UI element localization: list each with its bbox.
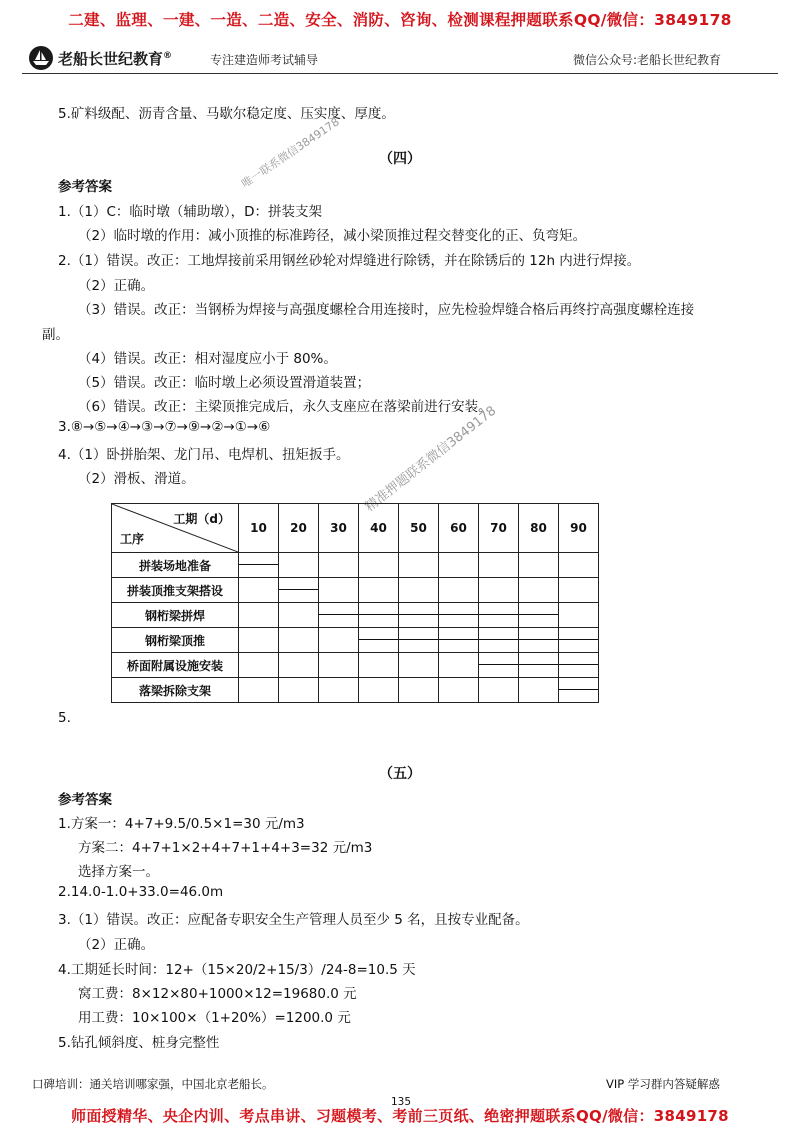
- footer-vip: VIP 学习群内答疑解惑: [606, 1077, 720, 1091]
- gantt-cell: [359, 653, 399, 678]
- gantt-bar-segment: [479, 664, 518, 665]
- text-line: 1.（1）C：临时墩（辅助墩），D：拼装支架: [58, 204, 323, 220]
- gantt-cell: [239, 653, 279, 678]
- gantt-cell: [399, 628, 439, 653]
- gantt-cell: [279, 628, 319, 653]
- gantt-cell: [319, 653, 359, 678]
- gantt-cell: [439, 553, 479, 578]
- gantt-cell: [479, 553, 519, 578]
- gantt-task-row: [112, 578, 599, 603]
- gantt-bar-segment: [559, 664, 598, 665]
- gantt-cell: [439, 628, 479, 653]
- text-line: 3.⑧→⑤→④→③→⑦→⑨→②→①→⑥: [58, 419, 271, 435]
- gantt-task-row: [112, 628, 599, 653]
- gantt-cell: [359, 628, 399, 653]
- corner-period-label: 工期（d）: [173, 512, 230, 526]
- brand-tagline: 专注建造师考试辅导: [210, 53, 319, 67]
- gantt-bar-segment: [519, 664, 558, 665]
- gantt-cell: [439, 603, 479, 628]
- gantt-cell: [319, 678, 359, 703]
- day-header: 10: [239, 504, 279, 553]
- gantt-cell: [439, 653, 479, 678]
- day-header: 40: [359, 504, 399, 553]
- gantt-cell: [519, 678, 559, 703]
- gantt-bar-segment: [359, 614, 398, 615]
- gantt-cell: [279, 553, 319, 578]
- gantt-cell: [559, 603, 599, 628]
- gantt-bar-segment: [559, 639, 598, 640]
- gantt-cell: [559, 553, 599, 578]
- gantt-cell: [239, 603, 279, 628]
- gantt-cell: [239, 578, 279, 603]
- brand-name: 老船长世纪教育®: [58, 50, 173, 68]
- watermark-text: 唯一联系微信3849178: [239, 115, 342, 191]
- text-line: 2.14.0-1.0+33.0=46.0m: [58, 884, 224, 900]
- gantt-task-row: [112, 553, 599, 578]
- gantt-cell: [519, 603, 559, 628]
- gantt-task-row: [112, 678, 599, 703]
- gantt-corner-cell: [112, 504, 239, 553]
- text-line: （3）错误。改正：当钢桥为焊接与高强度螺栓合用连接时，应先检验焊缝合格后再终拧高强度螺栓连接: [78, 302, 695, 318]
- gantt-cell: [479, 603, 519, 628]
- text-line: 选择方案一。: [78, 864, 159, 880]
- text-line: 3.（1）错误。改正：应配备专职安全生产管理人员至少 5 名，且按专业配备。: [58, 912, 529, 928]
- gantt-cell: [239, 678, 279, 703]
- text-line: 4.（1）卧拼胎架、龙门吊、电焊机、扭矩扳手。: [58, 447, 350, 463]
- answer-heading: 参考答案: [58, 792, 112, 808]
- gantt-task-name: 拼装场地准备: [112, 553, 239, 578]
- day-header: 70: [479, 504, 519, 553]
- wechat-account: 微信公众号:老船长世纪教育: [573, 53, 722, 67]
- gantt-cell: [239, 628, 279, 653]
- gantt-bar-segment: [479, 639, 518, 640]
- text-line: （5）错误。改正：临时墩上必须设置滑道装置；: [78, 375, 371, 391]
- gantt-cell: [279, 653, 319, 678]
- day-header: 20: [279, 504, 319, 553]
- text-line: （2）临时墩的作用：减小顶推的标准跨径，减小梁顶推过程交替变化的正、负弯矩。: [78, 228, 587, 244]
- text-line: （2）滑板、滑道。: [78, 471, 195, 487]
- text-line: （2）正确。: [78, 937, 155, 953]
- text-line: 窝工费：8×12×80+1000×12=19680.0 元: [78, 986, 357, 1002]
- gantt-cell: [359, 678, 399, 703]
- answer-heading: 参考答案: [58, 179, 112, 195]
- gantt-cell: [439, 678, 479, 703]
- gantt-cell: [439, 578, 479, 603]
- gantt-cell: [559, 678, 599, 703]
- watermark-text: 精准押题联系微信3849178: [362, 403, 500, 515]
- gantt-cell: [519, 553, 559, 578]
- text-line: 2.（1）错误。改正：工地焊接前采用钢丝砂轮对焊缝进行除锈，并在除锈后的 12h 内进行焊接。: [58, 253, 641, 269]
- gantt-cell: [559, 578, 599, 603]
- day-header: 80: [519, 504, 559, 553]
- text-line: 副。: [42, 327, 69, 343]
- gantt-task-name: 落梁拆除支架: [112, 678, 239, 703]
- gantt-cell: [319, 603, 359, 628]
- day-header: 30: [319, 504, 359, 553]
- gantt-task-row: [112, 603, 599, 628]
- corner-process-label: 工序: [120, 532, 145, 546]
- footer-slogan: 口碑培训：通关培训哪家强，中国北京老船长。: [32, 1077, 274, 1091]
- gantt-cell: [519, 578, 559, 603]
- text-line: （2）正确。: [78, 278, 155, 294]
- gantt-cell: [279, 678, 319, 703]
- ship-logo-icon: [28, 45, 54, 71]
- day-header: 50: [399, 504, 439, 553]
- gantt-cell: [479, 578, 519, 603]
- gantt-cell: [479, 653, 519, 678]
- gantt-bar-segment: [519, 639, 558, 640]
- text-line: 5.矿料级配、沥青含量、马歇尔稳定度、压实度、厚度。: [58, 106, 395, 122]
- gantt-cell: [399, 603, 439, 628]
- gantt-cell: [279, 603, 319, 628]
- gantt-cell: [399, 553, 439, 578]
- gantt-cell: [559, 628, 599, 653]
- page-number: 135: [391, 1096, 412, 1108]
- text-line: 方案二：4+7+1×2+4+7+1+4+3=32 元/m3: [78, 840, 373, 856]
- gantt-cell: [519, 628, 559, 653]
- gantt-cell: [399, 653, 439, 678]
- gantt-cell: [479, 678, 519, 703]
- gantt-cell: [279, 578, 319, 603]
- gantt-cell: [399, 678, 439, 703]
- gantt-task-name: 拼装顶推支架搭设: [112, 578, 239, 603]
- section-title-4: （四）: [379, 151, 421, 167]
- gantt-bar-segment: [399, 614, 438, 615]
- text-line: （4）错误。改正：相对湿度应小于 80%。: [78, 351, 337, 367]
- day-header: 60: [439, 504, 479, 553]
- gantt-cell: [319, 553, 359, 578]
- gantt-task-name: 钢桁梁拼焊: [112, 603, 239, 628]
- header-rule: [22, 73, 778, 74]
- gantt-cell: [239, 553, 279, 578]
- day-header: 90: [559, 504, 599, 553]
- gantt-cell: [319, 628, 359, 653]
- gantt-task-name: 桥面附属设施安装: [112, 653, 239, 678]
- gantt-cell: [519, 653, 559, 678]
- section-title-5: （五）: [379, 766, 421, 782]
- gantt-bar-segment: [519, 614, 558, 615]
- gantt-cell: [559, 653, 599, 678]
- gantt-bar-segment: [359, 639, 398, 640]
- gantt-cell: [359, 578, 399, 603]
- gantt-cell: [319, 578, 359, 603]
- gantt-schedule-table: [111, 503, 599, 703]
- gantt-cell: [359, 603, 399, 628]
- gantt-bar-segment: [279, 589, 318, 590]
- text-line: （6）错误。改正：主梁顶推完成后，永久支座应在落梁前进行安装。: [78, 399, 492, 415]
- top-promo-banner: 二建、监理、一建、一造、二造、安全、消防、咨询、检测课程押题联系QQ/微信：3849178: [68, 11, 732, 29]
- gantt-header-row: [112, 504, 599, 553]
- text-line: 1.方案一：4+7+9.5/0.5×1=30 元/m3: [58, 816, 305, 832]
- text-line: 用工费：10×100×（1+20%）=1200.0 元: [78, 1010, 351, 1026]
- gantt-bar-segment: [239, 564, 278, 565]
- text-line: 5.钻孔倾斜度、桩身完整性: [58, 1035, 220, 1051]
- gantt-cell: [399, 578, 439, 603]
- gantt-task-name: 钢桁梁顶推: [112, 628, 239, 653]
- text-line: 5.: [58, 710, 71, 726]
- text-line: 4.工期延长时间：12+（15×20/2+15/3）/24-8=10.5 天: [58, 962, 416, 978]
- gantt-bar-segment: [559, 689, 598, 690]
- gantt-cell: [359, 553, 399, 578]
- gantt-bar-segment: [479, 614, 518, 615]
- gantt-bar-segment: [439, 614, 478, 615]
- bottom-promo-banner: 师面授精华、央企内训、考点串讲、习题模考、考前三页纸、绝密押题联系QQ/微信：3849178: [71, 1107, 729, 1125]
- gantt-bar-segment: [439, 639, 478, 640]
- gantt-cell: [479, 628, 519, 653]
- gantt-task-row: [112, 653, 599, 678]
- gantt-bar-segment: [399, 639, 438, 640]
- gantt-bar-segment: [319, 614, 358, 615]
